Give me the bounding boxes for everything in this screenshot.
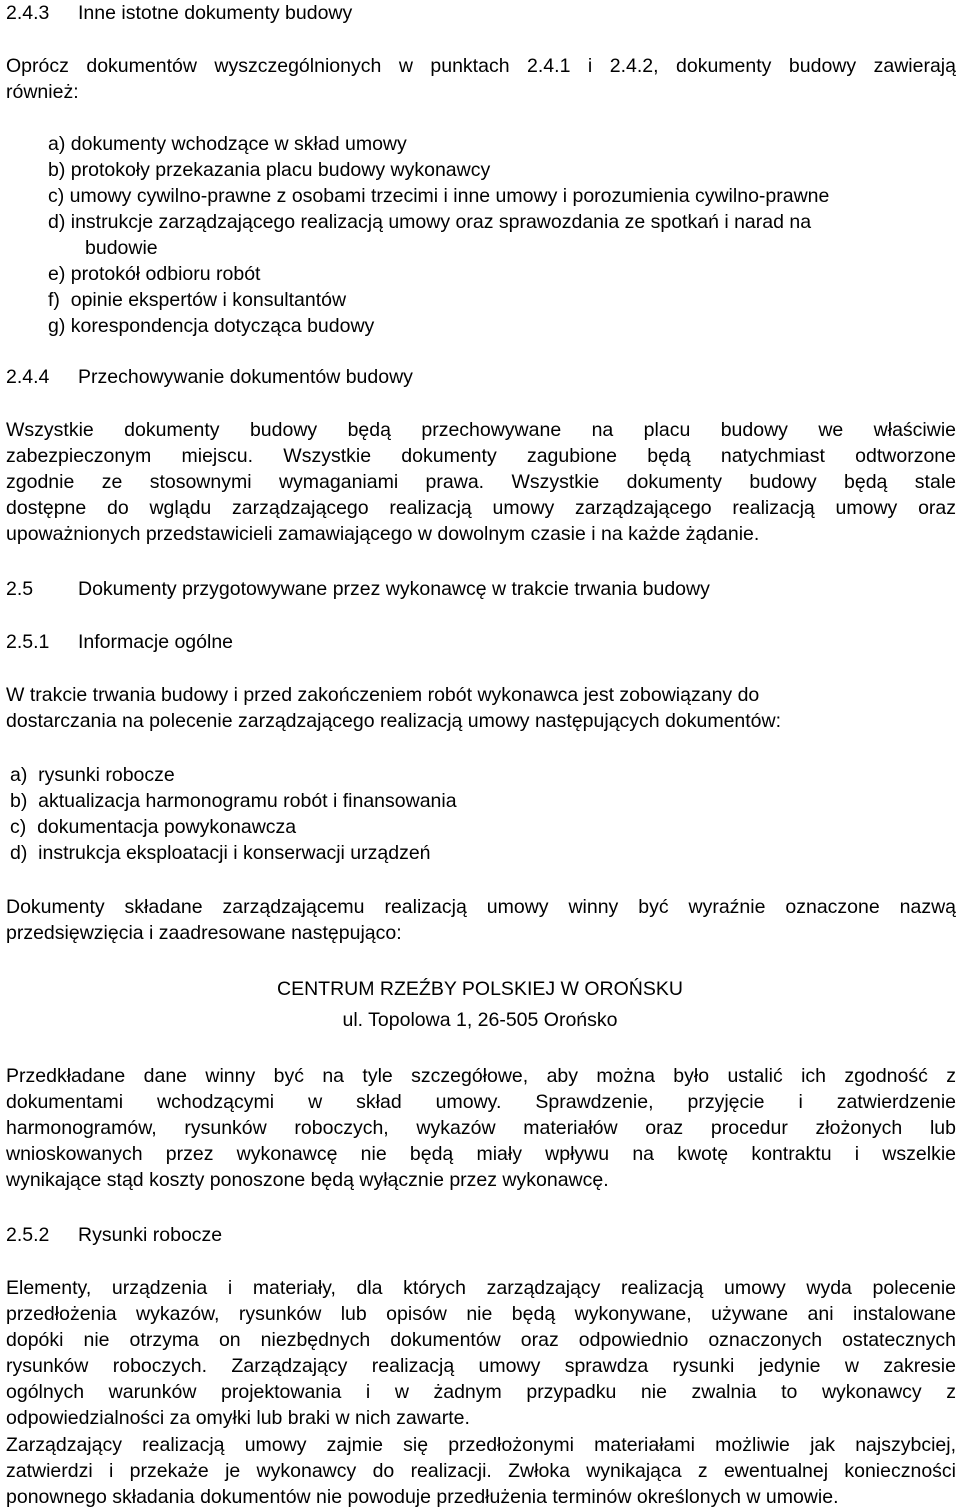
text-line: Przedkładane dane winny być na tyle szczegółowe, aby można było ustalić ich zgodność z <box>6 1065 956 1087</box>
section-2-5-1-heading <box>6 629 956 655</box>
section-title: Rysunki robocze <box>78 1224 223 1246</box>
address-intro <box>6 894 956 946</box>
section-number: 2.4.4 <box>6 366 50 388</box>
section-number: 2.4.3 <box>6 2 50 24</box>
section-2-4-4-heading <box>6 364 956 390</box>
text-line: zgodnie ze stosownymi wymaganiami prawa. Wszystkie dokumenty budowy będą stale <box>6 471 956 493</box>
list-item: a) dokumenty wchodzące w skład umowy <box>48 133 407 155</box>
text-line: harmonogramów, rysunków roboczych, wykazów materiałów oraz procedur złożonych lub <box>6 1117 956 1139</box>
list-item: f) opinie ekspertów i konsultantów <box>48 289 347 311</box>
list-item: b) aktualizacja harmonogramu robót i finansowania <box>10 790 457 812</box>
section-number: 2.5.1 <box>6 631 50 653</box>
list-item: g) korespondencja dotycząca budowy <box>48 315 375 337</box>
list-item: b) protokoły przekazania placu budowy wykonawcy <box>48 159 491 181</box>
text-line: przedłożenia wykazów, rysunków lub opisów nie będą wykonywane, używane ani instalowane <box>6 1303 956 1325</box>
text-line: upoważnionych przedstawicieli zamawiającego w dowolnym czasie i na każde żądanie. <box>6 523 760 545</box>
section-2-5-2-heading <box>6 1222 956 1248</box>
text-line: W trakcie trwania budowy i przed zakończeniem robót wykonawca jest zobowiązany do <box>6 684 760 706</box>
list-item: c) dokumentacja powykonawcza <box>10 816 297 838</box>
list-item: e) protokół odbioru robót <box>48 263 261 285</box>
section-title: Inne istotne dokumenty budowy <box>78 2 353 24</box>
section-title: Przechowywanie dokumentów budowy <box>78 366 413 388</box>
text-line: wynikające stąd koszty ponoszone będą wyłącznie przez wykonawcę. <box>6 1169 609 1191</box>
section-2-4-3-intro <box>6 53 956 105</box>
text-line: rysunków roboczych. Zarządzający realizacją umowy sprawdza rysunki jedynie w zakresie <box>6 1355 956 1377</box>
list-item: a) rysunki robocze <box>10 764 175 786</box>
text-line: Zarządzający realizacją umowy zajmie się przedłożonymi materiałami możliwie jak najszybciej, <box>6 1434 956 1456</box>
text-line: ogólnych warunków projektowania i w żadnym przypadku nie zwalnia to wykonawcy z <box>6 1381 956 1403</box>
section-2-5-1-details <box>6 1063 956 1193</box>
text-line: wnioskowanych przez wykonawcę nie będą miały wpływu na kwotę kontraktu i wszelkie <box>6 1143 956 1165</box>
list-item-continuation: budowie <box>85 237 158 259</box>
documents-list <box>48 131 956 339</box>
text-line: odpowiedzialności za omyłki lub braki w nich zawarte. <box>6 1407 470 1429</box>
section-2-4-4-paragraph <box>6 417 956 547</box>
section-2-5-1-intro <box>6 682 956 734</box>
address-name: CENTRUM RZEŹBY POLSKIEJ W OROŃSKU <box>277 978 683 1000</box>
section-number: 2.5.2 <box>6 1224 50 1246</box>
list-item: d) instrukcja eksploatacji i konserwacji urządzeń <box>10 842 431 864</box>
text-line: Dokumenty składane zarządzającemu realizacją umowy winny być wyraźnie oznaczone nazwą <box>6 896 956 918</box>
section-2-5-2-paragraph-1 <box>6 1275 956 1431</box>
text-line: dostępne do wglądu zarządzającego realizacją umowy zarządzającego realizacją umowy oraz <box>6 497 956 519</box>
address-block <box>0 974 960 1036</box>
list-item: c) umowy cywilno-prawne z osobami trzecimi i inne umowy i porozumienia cywilno-prawne <box>48 185 830 207</box>
section-title: Informacje ogólne <box>78 631 234 653</box>
section-2-5-2-paragraph-2 <box>6 1432 956 1510</box>
section-2-5-heading <box>6 576 956 602</box>
text-line: ponownego składania dokumentów nie powoduje przedłużenia terminów określonych w umowie. <box>6 1486 839 1508</box>
text-line: zabezpieczonym miejscu. Wszystkie dokumenty zagubione będą natychmiast odtworzone <box>6 445 956 467</box>
text-line: Elementy, urządzenia i materiały, dla których zarządzający realizacją umowy wyda polecenie <box>6 1277 956 1299</box>
section-title: Dokumenty przygotowywane przez wykonawcę w trakcie trwania budowy <box>78 578 710 600</box>
required-documents-list <box>10 762 956 866</box>
text-line: zatwierdzi i przekaże je wykonawcy do realizacji. Zwłoka wynikająca z ewentualnej konieczności <box>6 1460 956 1482</box>
section-2-4-3-heading <box>6 0 956 26</box>
text-line: Wszystkie dokumenty budowy będą przechowywane na placu budowy we właściwie <box>6 419 956 441</box>
section-number: 2.5 <box>6 578 34 600</box>
text-line: przedsięwzięcia i zaadresowane następująco: <box>6 922 402 944</box>
text-line: dokumentami wchodzącymi w skład umowy. Sprawdzenie, przyjęcie i zatwierdzenie <box>6 1091 956 1113</box>
text-line: Oprócz dokumentów wyszczególnionych w punktach 2.4.1 i 2.4.2, dokumenty budowy zawierają <box>6 55 956 77</box>
text-line: dostarczania na polecenie zarządzającego realizacją umowy następujących dokumentów: <box>6 710 782 732</box>
address-street: ul. Topolowa 1, 26-505 Orońsko <box>342 1009 618 1031</box>
text-line: również: <box>6 81 79 103</box>
list-item: d) instrukcje zarządzającego realizacją umowy oraz sprawozdania ze spotkań i narad na <box>48 211 812 233</box>
text-line: dopóki nie otrzyma on niezbędnych dokumentów oraz odpowiednio oznaczonych ostatecznych <box>6 1329 956 1351</box>
